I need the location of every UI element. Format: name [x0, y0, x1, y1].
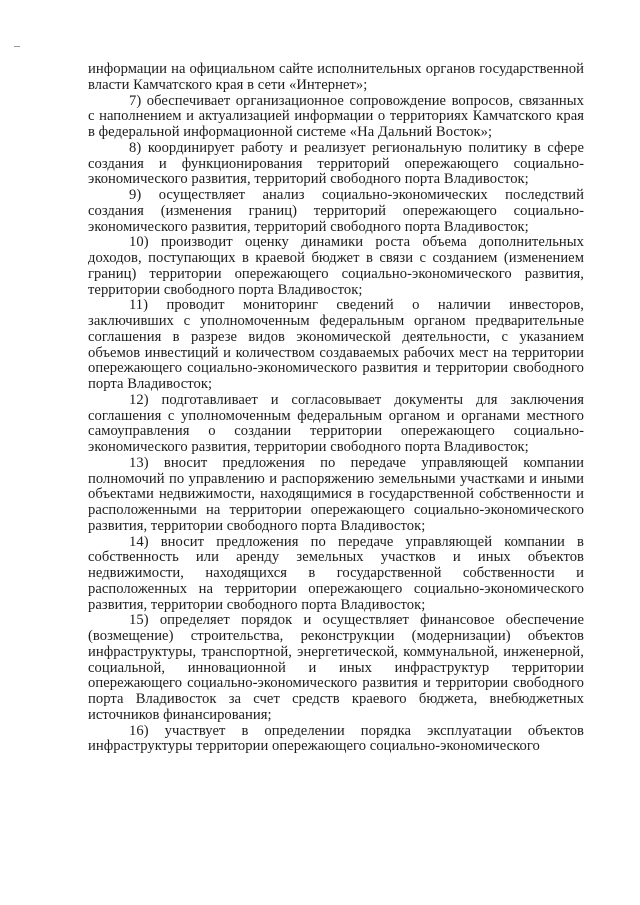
paragraph-item-16: 16) участвует в определении порядка эксплуатации объектов инфраструктуры территории опережающего социально-экономического [88, 722, 584, 755]
paragraph-item-13: 13) вносит предложения по передаче управляющей компании полномочий по управлению и распоряжению земельными участками и иными объектами недвижимости, находящимися в государственной собственности и расположенными на территории опережающего социально-экономического развития, территории свободного порта Владивосток; [88, 454, 584, 534]
paragraph-item-14: 14) вносит предложения по передаче управляющей компании в собственность или аренду земельных участков и иных объектов недвижимости, находящихся в государственной собственности и расположенных на территории опережающего социально-экономического развития, территории свободного порта Владивосток; [88, 533, 584, 613]
paragraph-item-7: 7) обеспечивает организационное сопровождение вопросов, связанных с наполнением и актуализацией информации о территориях Камчатского края в федеральной информационной системе «На Дальний Восток»; [88, 92, 584, 140]
scan-mark [14, 46, 20, 47]
paragraph-item-9: 9) осуществляет анализ социально-экономических последствий создания (изменения границ) территорий опережающего социально-экономического развития, территорий свободного порта Владивосток; [88, 187, 584, 235]
paragraph-item-15: 15) определяет порядок и осуществляет финансовое обеспечение (возмещение) строительства, реконструкции (модернизации) объектов инфраструктуры, транспортной, энергетической, коммунальной, инженерной, социальной, инновационной и иных инфраструктур территории опережающего социально-экономического развития и территории свободного порта Владивосток за счет средств краевого бюджета, внебюджетных источников финансирования; [88, 612, 584, 723]
document-body [88, 62, 584, 755]
paragraph-item-12: 12) подготавливает и согласовывает документы для заключения соглашения с уполномоченным федеральным органом и органами местного самоуправления о создании территории опережающего социально-экономического развития, территории свободного порта Владивосток; [88, 391, 584, 455]
paragraph-item-11: 11) проводит мониторинг сведений о наличии инвесторов, заключивших с уполномоченным федеральным органом предварительные соглашения в разрезе видов экономической деятельности, с указанием объемов инвестиций и количеством создаваемых рабочих мест на территории опережающего социально-экономического развития и территории свободного порта Владивосток; [88, 297, 584, 392]
paragraph-item-10: 10) производит оценку динамики роста объема дополнительных доходов, поступающих в краевой бюджет в связи с созданием (изменением границ) территории опережающего социально-экономического развития, территории свободного порта Владивосток; [88, 234, 584, 298]
paragraph-continuation: информации на официальном сайте исполнительных органов государственной власти Камчатского края в сети «Интернет»; [88, 61, 584, 93]
paragraph-item-8: 8) координирует работу и реализует региональную политику в сфере создания и функционирования территорий опережающего социально-экономического развития, территорий свободного порта Владивосток; [88, 139, 584, 188]
